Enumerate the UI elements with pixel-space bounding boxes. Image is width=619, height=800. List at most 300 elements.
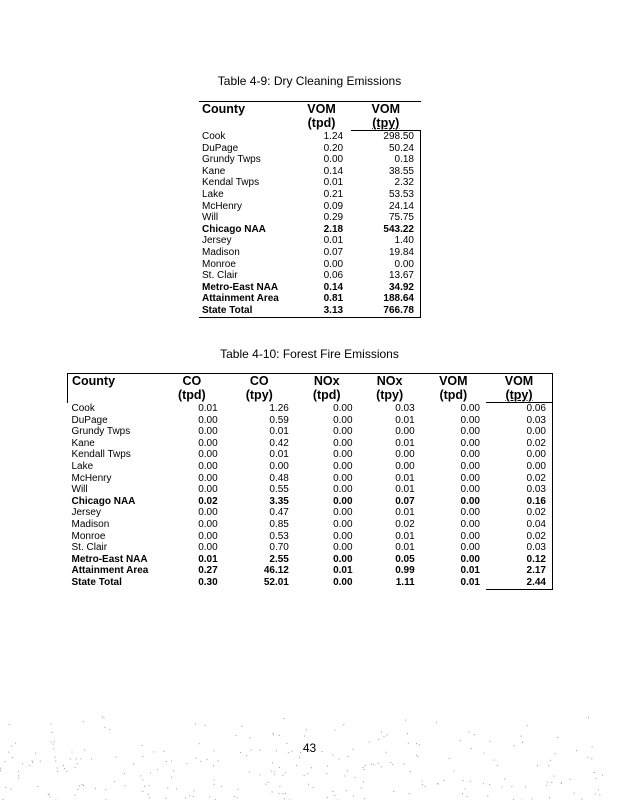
noise-dot	[195, 724, 196, 725]
noise-dot	[5, 787, 6, 788]
county-cell: Cook	[71, 402, 95, 414]
noise-dot	[364, 769, 365, 770]
table-row	[199, 293, 421, 305]
nox-tpd-cell: 0.00	[333, 472, 353, 484]
co-tpd-cell: 0.00	[198, 449, 218, 461]
noise-dot	[405, 720, 406, 721]
noise-dot	[115, 757, 116, 758]
vom-tpd-cell: 0.00	[460, 472, 480, 484]
noise-dot	[546, 785, 547, 786]
noise-dot	[410, 771, 411, 772]
noise-dot	[335, 730, 336, 731]
header-tpy-label: (tpy)	[505, 388, 533, 402]
noise-dot	[171, 777, 172, 778]
noise-dot	[18, 771, 19, 772]
noise-dot	[218, 760, 219, 761]
county-cell: Grundy Twps	[71, 426, 131, 438]
header-county: County	[68, 374, 161, 403]
vom-tpy-cell: 188.64	[351, 293, 420, 305]
co-tpd-cell: 0.00	[198, 472, 218, 484]
table-row	[199, 154, 421, 166]
noise-dot	[57, 771, 58, 772]
vom-tpy-cell: 50.24	[351, 143, 420, 155]
vom-tpd-cell: 0.00	[460, 542, 480, 554]
noise-dot	[296, 765, 297, 766]
vom-tpd-cell: 3.13	[292, 305, 351, 317]
vom-tpy-cell: 298.50	[351, 131, 420, 143]
noise-dot	[285, 772, 286, 773]
noise-dot	[221, 786, 222, 787]
vom-tpy-cell: 543.22	[351, 224, 420, 236]
noise-dot	[167, 788, 168, 789]
noise-dot	[32, 760, 33, 761]
noise-dot	[149, 797, 150, 798]
vom-tpy-cell: 0.02	[486, 438, 553, 450]
noise-dot	[554, 776, 555, 777]
noise-dot	[209, 796, 210, 797]
co-tpd-cell: 0.00	[198, 484, 218, 496]
table-row	[199, 247, 421, 259]
noise-dot	[326, 773, 327, 774]
vom-tpd-cell: 0.14	[323, 165, 344, 177]
header-vom-label: VOM	[307, 102, 336, 116]
noise-dot	[274, 772, 275, 773]
noise-dot	[306, 729, 307, 730]
noise-dot	[279, 767, 280, 768]
vom-tpd-cell: 0.01	[460, 577, 480, 589]
vom-tpd-cell: 2.18	[323, 223, 344, 235]
noise-dot	[250, 738, 251, 739]
noise-dot	[38, 786, 39, 787]
vom-tpy-cell: 0.03	[486, 484, 553, 496]
table-row	[68, 565, 553, 577]
noise-dot	[185, 797, 186, 798]
county-cell: Metro-East NAA	[202, 281, 279, 293]
co-tpd-cell: 0.00	[198, 530, 218, 542]
noise-dot	[348, 756, 349, 757]
vom-tpy-cell: 0.02	[486, 507, 553, 519]
noise-dot	[205, 725, 206, 726]
vom-tpy-cell: 13.67	[351, 270, 420, 282]
header-tpd-label: (tpd)	[312, 388, 341, 402]
noise-dot	[143, 756, 144, 757]
noise-dot	[187, 763, 188, 764]
co-tpy-cell: 0.59	[269, 414, 289, 426]
co-tpy-cell: 0.00	[269, 460, 289, 472]
co-tpy-cell: 0.01	[269, 449, 289, 461]
noise-dot	[83, 785, 84, 786]
table-4-10-body	[68, 403, 553, 590]
county-cell: Kendal Twps	[202, 177, 260, 189]
co-tpy-cell: 0.85	[269, 518, 289, 530]
vom-tpd-cell: 0.00	[460, 518, 480, 530]
co-tpy-cell: 0.55	[269, 484, 289, 496]
table-row	[199, 131, 421, 143]
noise-dot	[561, 783, 562, 784]
noise-dot	[30, 765, 31, 766]
noise-dot	[279, 786, 280, 787]
nox-tpy-cell: 0.01	[395, 437, 415, 449]
noise-dot	[493, 760, 494, 761]
nox-tpy-cell: 0.01	[395, 472, 415, 484]
co-tpy-cell: 0.47	[269, 507, 289, 519]
noise-dot	[272, 792, 273, 793]
noise-dot	[347, 770, 348, 771]
noise-dot	[66, 771, 67, 772]
vom-tpy-cell: 0.02	[486, 473, 553, 485]
noise-dot	[272, 762, 273, 763]
noise-dot	[77, 763, 78, 764]
county-cell: Attainment Area	[71, 565, 149, 577]
vom-tpy-cell: 2.32	[351, 177, 420, 189]
table-row	[68, 449, 553, 461]
noise-dot	[148, 794, 149, 795]
nox-tpy-cell: 0.01	[395, 542, 415, 554]
noise-dot	[51, 723, 52, 724]
noise-dot	[22, 763, 23, 764]
header-tpd-label: (tpd)	[439, 388, 468, 402]
noise-dot	[381, 766, 382, 767]
noise-dot	[422, 781, 423, 782]
noise-dot	[373, 764, 374, 765]
table-row	[199, 212, 421, 224]
noise-dot	[102, 716, 103, 717]
noise-dot	[12, 757, 13, 758]
noise-dot	[79, 785, 80, 786]
vom-tpy-cell: 0.00	[486, 426, 553, 438]
vom-tpd-cell: 0.07	[323, 246, 344, 258]
county-cell: Lake	[71, 460, 94, 472]
table-4-10-caption: Table 4-10: Forest Fire Emissions	[220, 347, 399, 361]
nox-tpd-cell: 0.01	[333, 565, 353, 577]
noise-dot	[157, 769, 158, 770]
vom-tpy-cell: 0.16	[486, 496, 553, 508]
noise-dot	[384, 736, 385, 737]
vom-tpy-cell: 34.92	[351, 282, 420, 294]
noise-dot	[594, 772, 595, 773]
county-cell: Chicago NAA	[71, 495, 136, 507]
table-row	[199, 201, 421, 213]
vom-tpd-cell: 0.00	[460, 402, 480, 414]
vom-tpd-cell: 0.00	[460, 530, 480, 542]
noise-dot	[83, 721, 84, 722]
vom-tpd-cell: 0.81	[323, 293, 344, 305]
vom-tpd-cell: 0.21	[323, 188, 344, 200]
noise-dot	[547, 782, 548, 783]
county-cell: McHenry	[71, 472, 112, 484]
noise-dot	[166, 761, 167, 762]
noise-dot	[64, 768, 65, 769]
noise-dot	[527, 725, 528, 726]
noise-dot	[378, 739, 379, 740]
vom-tpy-cell: 0.00	[486, 461, 553, 473]
noise-dot	[422, 784, 423, 785]
county-cell: Attainment Area	[202, 293, 279, 305]
noise-dot	[304, 736, 305, 737]
noise-dot	[327, 766, 328, 767]
header-co-label: CO	[249, 374, 269, 388]
noise-dot	[339, 759, 340, 760]
county-cell: State Total	[71, 577, 122, 589]
noise-dot	[193, 796, 194, 797]
noise-dot	[363, 767, 364, 768]
vom-tpd-cell: 0.29	[323, 212, 344, 224]
nox-tpy-cell: 0.05	[395, 553, 415, 565]
noise-dot	[149, 785, 150, 786]
table-row	[68, 577, 553, 589]
noise-dot	[343, 724, 344, 725]
noise-dot	[511, 786, 512, 787]
nox-tpy-cell: 0.00	[395, 449, 415, 461]
noise-dot	[104, 727, 105, 728]
co-tpd-cell: 0.00	[198, 414, 218, 426]
county-cell: Madison	[71, 518, 110, 530]
noise-dot	[551, 782, 552, 783]
noise-dot	[234, 796, 235, 797]
noise-dot	[142, 791, 143, 792]
forest-fire-emissions-table	[67, 373, 553, 590]
noise-dot	[417, 756, 418, 757]
noise-dot	[200, 761, 201, 762]
vom-tpy-cell: 0.06	[486, 403, 553, 415]
table-row	[199, 270, 421, 282]
nox-tpy-cell: 0.00	[395, 426, 415, 438]
county-cell: Lake	[202, 188, 224, 200]
header-vom-label: VOM	[439, 374, 468, 388]
noise-dot	[595, 778, 596, 779]
vom-tpd-cell: 0.00	[460, 449, 480, 461]
noise-dot	[595, 793, 596, 794]
noise-dot	[392, 764, 393, 765]
co-tpy-cell: 0.53	[269, 530, 289, 542]
noise-dot	[355, 777, 356, 778]
noise-dot	[581, 799, 582, 800]
dry-cleaning-emissions-table	[199, 101, 421, 318]
nox-tpd-cell: 0.00	[333, 530, 353, 542]
noise-dot	[125, 785, 126, 786]
co-tpy-cell: 0.42	[269, 437, 289, 449]
noise-dot	[364, 798, 365, 799]
noise-dot	[193, 790, 194, 791]
nox-tpd-cell: 0.00	[333, 437, 353, 449]
noise-dot	[344, 776, 345, 777]
table-row	[199, 143, 421, 155]
table-row	[199, 224, 421, 236]
noise-dot	[237, 789, 238, 790]
noise-dot	[171, 761, 172, 762]
noise-dot	[390, 762, 391, 763]
nox-tpd-cell: 0.00	[333, 495, 353, 507]
noise-dot	[55, 757, 56, 758]
vom-tpy-cell: 19.84	[351, 247, 420, 259]
county-cell: Metro-East NAA	[71, 553, 148, 565]
county-cell: State Total	[199, 305, 292, 317]
noise-dot	[550, 760, 551, 761]
vom-tpd-cell: 0.00	[460, 437, 480, 449]
table-row	[199, 282, 421, 294]
nox-tpy-cell: 0.00	[395, 460, 415, 472]
vom-tpd-cell: 0.00	[460, 507, 480, 519]
noise-dot	[489, 784, 490, 785]
county-cell: Will	[202, 212, 219, 224]
noise-dot	[9, 724, 10, 725]
noise-dot	[63, 765, 64, 766]
table-4-9-caption: Table 4-9: Dry Cleaning Emissions	[217, 74, 402, 88]
vom-tpd-cell: 0.00	[323, 154, 344, 166]
vom-tpd-cell: 0.01	[460, 565, 480, 577]
noise-dot	[470, 781, 471, 782]
county-cell: DuPage	[71, 414, 108, 426]
county-cell: Kane	[202, 165, 226, 177]
noise-dot	[537, 765, 538, 766]
noise-dot	[386, 735, 387, 736]
vom-tpy-cell: 0.00	[486, 449, 553, 461]
header-vom-tpd	[421, 374, 486, 403]
nox-tpd-cell: 0.00	[333, 460, 353, 472]
county-cell: Jersey	[202, 235, 232, 247]
vom-tpy-cell: 0.00	[351, 259, 420, 271]
county-cell: St. Clair	[71, 542, 108, 554]
county-cell: Kendall Twps	[71, 449, 131, 461]
table-4-9-body	[199, 131, 421, 318]
noise-dot	[104, 718, 105, 719]
noise-dot	[82, 784, 83, 785]
noise-dot	[81, 758, 82, 759]
noise-dot	[140, 775, 141, 776]
nox-tpd-cell: 0.00	[333, 402, 353, 414]
vom-tpy-cell: 766.78	[351, 305, 420, 317]
county-cell: DuPage	[202, 142, 239, 154]
nox-tpy-cell: 0.99	[395, 565, 415, 577]
nox-tpd-cell: 0.00	[333, 577, 353, 589]
noise-dot	[299, 757, 300, 758]
nox-tpd-cell: 0.00	[333, 484, 353, 496]
noise-dot	[133, 764, 134, 765]
header-co-tpy	[224, 374, 295, 403]
noise-dot	[70, 759, 71, 760]
noise-dot	[284, 798, 285, 799]
noise-dot	[51, 732, 52, 733]
noise-dot	[273, 733, 274, 734]
table-row	[68, 403, 553, 415]
vom-tpy-cell: 0.03	[486, 415, 553, 427]
noise-dot	[271, 771, 272, 772]
county-cell: Madison	[202, 246, 240, 258]
noise-dot	[365, 765, 366, 766]
noise-dot	[521, 736, 522, 737]
table-row	[68, 426, 553, 438]
noise-dot	[77, 789, 78, 790]
vom-tpd-cell: 0.01	[323, 235, 344, 247]
noise-dot	[469, 732, 470, 733]
noise-dot	[327, 797, 328, 798]
noise-dot	[274, 774, 275, 775]
noise-dot	[75, 767, 76, 768]
co-tpy-cell: 0.01	[269, 426, 289, 438]
noise-dot	[548, 765, 549, 766]
vom-tpd-cell: 0.00	[460, 460, 480, 472]
noise-dot	[501, 787, 502, 788]
header-vom-label: VOM	[504, 374, 534, 388]
header-tpy-label: (tpy)	[376, 388, 404, 402]
county-cell: Kane	[71, 437, 95, 449]
noise-dot	[304, 775, 305, 776]
co-tpy-cell: 3.35	[269, 495, 289, 507]
county-cell: St. Clair	[202, 270, 238, 282]
co-tpd-cell: 0.00	[198, 507, 218, 519]
table-row	[68, 484, 553, 496]
co-tpy-cell: 1.26	[269, 402, 289, 414]
noise-dot	[165, 798, 166, 799]
nox-tpy-cell: 0.01	[395, 530, 415, 542]
noise-dot	[549, 797, 550, 798]
noise-dot	[282, 793, 283, 794]
noise-dot	[268, 782, 269, 783]
noise-dot	[260, 774, 261, 775]
vom-tpd-cell: 0.01	[323, 177, 344, 189]
co-tpy-cell: 2.55	[269, 553, 289, 565]
noise-dot	[311, 767, 312, 768]
table-row	[199, 305, 421, 317]
header-nox-tpy	[359, 374, 421, 403]
noise-dot	[570, 779, 571, 780]
noise-dot	[10, 789, 11, 790]
co-tpy-cell: 0.48	[269, 472, 289, 484]
vom-tpy-cell: 0.03	[486, 542, 553, 554]
county-cell: Cook	[202, 130, 226, 142]
vom-tpd-cell: 0.00	[460, 426, 480, 438]
noise-dot	[249, 772, 250, 773]
header-vom-label: VOM	[371, 102, 401, 116]
nox-tpy-cell: 0.03	[395, 402, 415, 414]
table-row	[68, 461, 553, 473]
noise-dot	[207, 759, 208, 760]
noise-dot	[246, 755, 247, 756]
noise-dot	[483, 783, 484, 784]
co-tpd-cell: 0.00	[198, 460, 218, 472]
table-row	[199, 259, 421, 271]
nox-tpd-cell: 0.00	[333, 414, 353, 426]
noise-dot	[196, 758, 197, 759]
noise-dot	[393, 791, 394, 792]
noise-dot	[437, 783, 438, 784]
header-co-tpd	[160, 374, 224, 403]
noise-dot	[273, 735, 274, 736]
noise-dot	[371, 764, 372, 765]
noise-dot	[557, 737, 558, 738]
noise-dot	[436, 722, 437, 723]
noise-dot	[504, 779, 505, 780]
noise-dot	[313, 787, 314, 788]
noise-dot	[109, 729, 110, 730]
noise-dot	[361, 788, 362, 789]
co-tpd-cell: 0.02	[198, 495, 218, 507]
noise-dot	[40, 761, 41, 762]
co-tpd-cell: 0.30	[198, 577, 218, 589]
noise-dot	[444, 780, 445, 781]
noise-dot	[214, 779, 215, 780]
noise-dot	[531, 798, 532, 799]
noise-dot	[0, 770, 1, 771]
noise-dot	[599, 794, 600, 795]
page-number: 43	[302, 741, 317, 755]
noise-dot	[284, 718, 285, 719]
noise-dot	[462, 793, 463, 794]
nox-tpy-cell: 0.01	[395, 507, 415, 519]
table-row	[199, 235, 421, 247]
noise-dot	[602, 775, 603, 776]
vom-tpy-cell: 2.44	[486, 577, 553, 589]
